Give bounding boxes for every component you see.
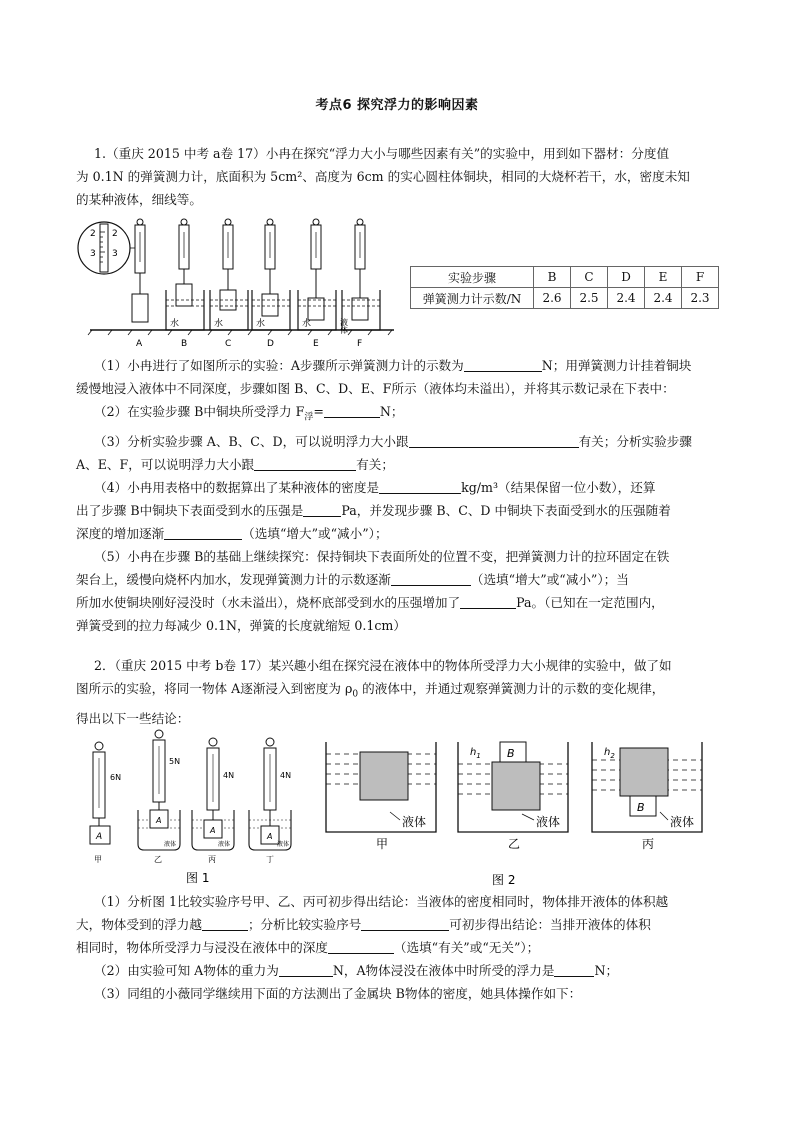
scale-mark: 3 (90, 249, 96, 259)
liquid-label: 水 (256, 319, 266, 329)
liquid-label: 水 (302, 319, 312, 329)
liquid-label: 液体 (402, 815, 427, 829)
page-title: 考点6 探究浮力的影响因素 (315, 98, 479, 113)
figure-caption: 图 1 (186, 871, 210, 885)
q1-text: （1）小冉进行了如图所示的实验：A步骤所示弹簧测力计的示数为 (94, 358, 464, 373)
step-label: E (313, 339, 319, 349)
setup-label: 甲 (94, 855, 102, 864)
q2-text: 大，物体受到的浮力越 (76, 917, 202, 932)
q2-subquestions (76, 890, 716, 1005)
answer-blank[interactable] (391, 571, 471, 586)
q1-subquestions (76, 354, 716, 637)
setup-label: 丁 (266, 855, 274, 864)
q2-intro-line: 2．（重庆 2015 中考 b卷 17）某兴趣小组在探究浸在液体中的物体所受浮力大小规律的实验中，做了如 (94, 658, 672, 673)
object-label: A (156, 816, 162, 825)
q1-text: （5）小冉在步骤 B的基础上继续探究：保持铜块下表面所处的位置不变，把弹簧测力计的拉环固定在铁 (94, 548, 670, 564)
table-cell: D (608, 267, 645, 288)
q1-intro-line: 1.（重庆 2015 中考 a卷 17）小冉在探究“浮力大小与哪些因素有关”的实验中，用到如下器材：分度值 (94, 146, 670, 161)
liquid-label: 液体 (536, 815, 561, 829)
q1-text: Pa，并发现步骤 B、C、D 中铜块下表面受到水的压强随着 (341, 502, 671, 518)
setup-label: 甲 (376, 837, 389, 851)
q2-text: （3）同组的小薇同学继续用下面的方法测出了金属块 B物体的密度，她具体操作如下： (94, 986, 582, 1001)
q1-intro (76, 142, 716, 211)
table-row (411, 288, 719, 309)
liquid-label: 液体 (670, 815, 695, 829)
q1-text: N；用弹簧测力计挂着铜块 (541, 358, 692, 373)
answer-blank[interactable] (361, 916, 449, 931)
table-cell: 2.4 (645, 288, 682, 309)
q2-text: （2）由实验可知 A物体的重力为 (94, 963, 279, 978)
block-label: B (637, 801, 645, 814)
scale-mark: 2 (90, 229, 96, 239)
step-label: A (136, 339, 143, 349)
q1-text: = (313, 404, 324, 419)
q2-intro (76, 654, 716, 730)
q1-text: 架台上，缓慢向烧杯内加水，发现弹簧测力计的示数逐渐 (76, 571, 391, 587)
q1-text: 弹簧受到的拉力每减少 0.1N，弹簧的长度就缩短 0.1cm） (76, 617, 406, 633)
q1-text: （3）分析实验步骤 A、B、C、D，可以说明浮力大小跟 (94, 433, 409, 449)
q1-text: 所加水使铜块刚好浸没时（水未溢出），烧杯底部受到水的压强增加了 (76, 594, 461, 610)
setup-label: 丙 (642, 837, 655, 851)
table-row (411, 267, 719, 288)
answer-blank[interactable] (464, 357, 542, 372)
object-label: A (96, 832, 103, 842)
table-cell: 2.4 (608, 288, 645, 309)
q2-text: 可初步得出结论：当排开液体的体积 (449, 917, 651, 932)
q1-text: （选填“增大”或“减小”）； (242, 525, 388, 541)
svg-text:3: 3 (112, 249, 118, 259)
setup-label: 乙 (154, 855, 162, 864)
height-label: $h_2$ (604, 747, 615, 760)
q2-text: N； (594, 963, 619, 978)
table-cell: B (534, 267, 571, 288)
reading-label: 4N (223, 771, 235, 780)
q1-text: A、E、F，可以说明浮力大小跟 (76, 456, 255, 472)
q2-subscript: 0 (352, 689, 359, 700)
table-header-cell: 实验步骤 (411, 267, 534, 288)
q2-figure-2 (320, 740, 720, 888)
setup-label: 丙 (208, 855, 216, 864)
q1-text: Pa。（已知在一定范围内， (516, 594, 664, 610)
q1-text: kg/m³（结果保留一位小数），还算 (461, 479, 656, 495)
answer-blank[interactable] (379, 479, 461, 494)
answer-blank[interactable] (303, 502, 341, 517)
q1-intro-line: 为 0.1N 的弹簧测力计，底面积为 5cm²、高度为 6cm 的实心圆柱体铜块，相同的大烧杯若干，水，密度未知 (76, 169, 690, 184)
setup-label: 乙 (508, 837, 521, 851)
object-label: A (210, 826, 216, 835)
reading-label: 5N (169, 757, 181, 766)
q1-text: N； (379, 404, 404, 419)
q2-figure-1 (80, 728, 302, 888)
q2-text: （选填“有关”或“无关”）； (393, 940, 540, 955)
q1-experiment-figure (76, 214, 396, 350)
q1-subscript: 浮 (304, 412, 314, 423)
answer-blank[interactable] (409, 433, 579, 448)
q1-text: 出了步骤 B中铜块下表面受到水的压强是 (76, 502, 304, 518)
q1-intro-line: 的某种液体，细线等。 (76, 192, 202, 207)
q2-text: ；分析比较实验序号 (247, 917, 362, 932)
q1-text: （2）在实验步骤 B中铜块所受浮力 F (94, 404, 305, 419)
svg-text:2: 2 (112, 229, 118, 239)
figure-caption: 图 2 (492, 873, 516, 887)
step-label: F (357, 339, 363, 349)
liquid-label: 水 (170, 319, 180, 329)
liquid-label: 液体 (164, 841, 177, 848)
liquid-label: 水 (214, 319, 224, 329)
q2-intro-line: 得出以下一些结论： (76, 710, 190, 726)
q1-text: 深度的增加逐渐 (76, 525, 165, 541)
answer-blank[interactable] (324, 403, 380, 418)
liquid-label: 液体 (218, 841, 231, 848)
step-label: D (267, 339, 274, 349)
table-cell: F (682, 267, 719, 288)
table-cell: C (571, 267, 608, 288)
q2-intro-text: 的液体中，并通过观察弹簧测力计的示数的变化规律， (358, 681, 665, 696)
q2-text: N，A物体浸没在液体中时所受的浮力是 (332, 963, 555, 978)
reading-label: 6N (110, 773, 122, 782)
table-header-cell: 弹簧测力计示数/N (411, 288, 534, 309)
height-label: $h_1$ (470, 747, 481, 760)
q2-intro-text: 图所示的实验，将同一物体 A逐渐浸入到密度为 ρ (76, 681, 353, 696)
step-label: C (225, 339, 232, 349)
q1-text: 有关； (356, 456, 394, 472)
answer-blank[interactable] (279, 962, 333, 977)
answer-blank[interactable] (164, 525, 242, 540)
table-cell: 2.5 (571, 288, 608, 309)
step-label: B (181, 339, 188, 349)
q1-data-table (410, 266, 719, 309)
block-label: B (507, 747, 515, 760)
table-cell: 2.6 (534, 288, 571, 309)
answer-blank[interactable] (554, 962, 594, 977)
q1-text: 有关；分析实验步骤 (578, 433, 692, 449)
table-cell: E (645, 267, 682, 288)
liquid-label: 液体 (339, 318, 349, 334)
object-label: A (267, 832, 273, 841)
liquid-label: 液体 (277, 841, 290, 848)
q1-text: （4）小冉用表格中的数据算出了某种液体的密度是 (94, 479, 380, 495)
answer-blank[interactable] (202, 916, 248, 931)
q2-text: 相同时，物体所受浮力与浸没在液体中的深度 (76, 940, 328, 955)
answer-blank[interactable] (460, 594, 516, 609)
q1-text: （选填“增大”或“减小”）；当 (470, 571, 629, 587)
reading-label: 4N (280, 771, 292, 780)
q1-text: 缓慢地浸入液体中不同深度，步骤如图 B、C、D、E、F所示（液体均未溢出），并将其示数记录在下表中： (76, 381, 675, 396)
answer-blank[interactable] (254, 456, 356, 471)
table-cell: 2.3 (682, 288, 719, 309)
q2-text: （1）分析图 1比较实验序号甲、乙、丙可初步得出结论：当液体的密度相同时，物体排开液体的体积越 (94, 894, 669, 909)
answer-blank[interactable] (328, 939, 394, 954)
